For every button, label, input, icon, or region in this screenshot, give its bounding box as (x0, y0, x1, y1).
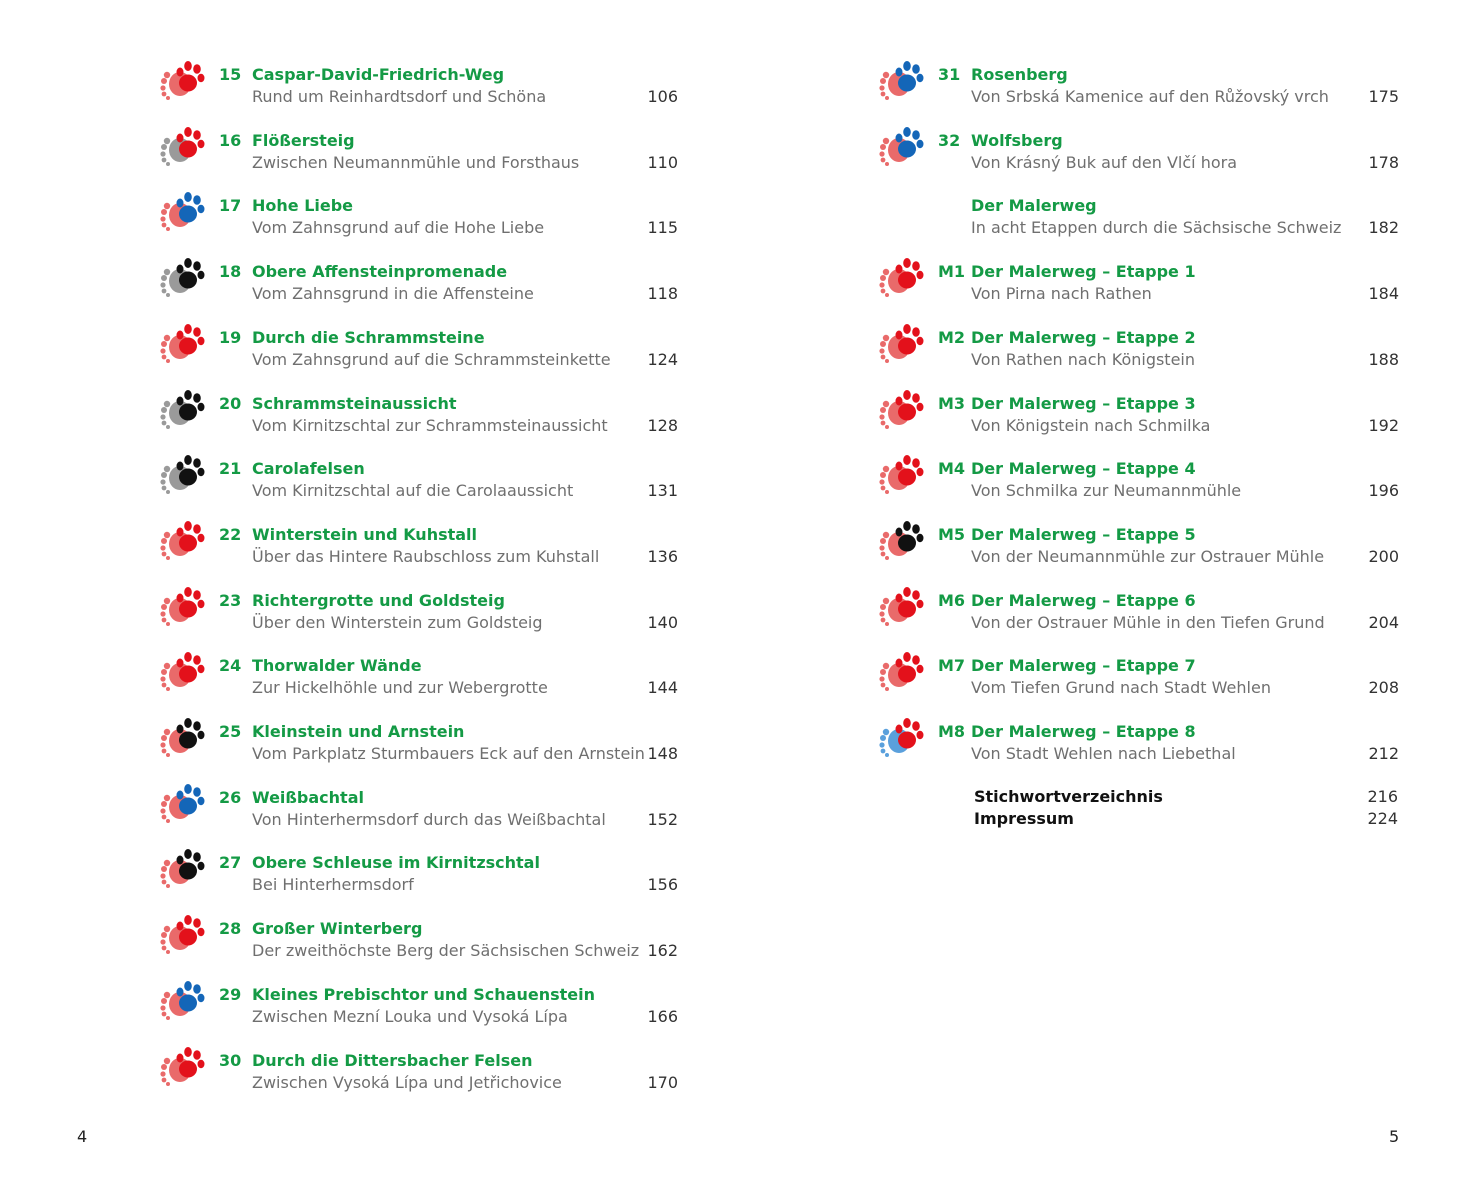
page-reference: 152 (647, 809, 678, 829)
paw-black-foot-gray-icon (158, 251, 214, 297)
route-title: Der Malerweg – Etappe 8 (971, 722, 1196, 741)
route-number: 19 (219, 327, 242, 347)
route-title: Kleines Prebischtor und Schauenstein (252, 984, 595, 1004)
page-reference: 115 (647, 218, 678, 238)
route-number: M6 (938, 590, 966, 610)
route-subtitle: Rund um Reinhardtsdorf und Schöna (252, 87, 547, 106)
route-title: Winterstein und Kuhstall (252, 524, 478, 544)
toc-entry[interactable] (158, 195, 698, 251)
route-subtitle: Zwischen Neumannmühle und Forsthaus (252, 152, 580, 172)
back-matter-entry[interactable] (974, 808, 1404, 830)
paw-blue-foot-red-icon (158, 185, 214, 231)
route-title: Der Malerweg – Etappe 4 (971, 459, 1196, 479)
route-number: 16 (219, 130, 242, 150)
paw-red-foot-red-icon (158, 317, 214, 363)
route-title: Kleinstein und Arnstein (252, 722, 465, 741)
paw-red-foot-red-icon (158, 54, 214, 100)
page-number-right: 5 (1389, 1127, 1400, 1146)
toc-entry[interactable] (877, 721, 1417, 777)
route-title: Carolafelsen (252, 459, 365, 479)
route-title: Der Malerweg – Etappe 2 (971, 327, 1196, 347)
route-subtitle: Vom Zahnsgrund in die Affensteine (252, 284, 534, 304)
page-reference: 162 (647, 941, 678, 961)
toc-entry[interactable] (158, 327, 698, 383)
route-number: 27 (219, 853, 242, 873)
toc-entry[interactable] (877, 393, 1417, 449)
paw-red-foot-red-icon (877, 448, 933, 494)
route-subtitle: Vom Zahnsgrund auf die Hohe Liebe (252, 218, 545, 238)
paw-red-foot-red-icon (877, 317, 933, 363)
route-subtitle: Über das Hintere Raubschloss zum Kuhstall (252, 546, 600, 566)
page-reference: 106 (647, 87, 678, 106)
toc-entry[interactable] (158, 984, 698, 1040)
page-reference: 224 (1367, 809, 1398, 828)
route-subtitle: Von Schmilka zur Neumannmühle (971, 481, 1242, 501)
paw-blue-foot-red-icon (158, 777, 214, 823)
toc-entry[interactable] (158, 1050, 698, 1106)
route-subtitle: Von Rathen nach Königstein (971, 349, 1196, 369)
route-title: Wolfsberg (971, 130, 1063, 150)
route-subtitle: Vom Kirnitzschtal auf die Carolaaussicht (252, 481, 574, 501)
page-reference: 148 (647, 744, 678, 763)
left-page (0, 0, 738, 1182)
route-subtitle: Von Srbská Kamenice auf den Růžovský vrch (971, 87, 1329, 106)
paw-red-foot-red-icon (158, 580, 214, 626)
route-title: Schrammsteinaussicht (252, 393, 457, 413)
toc-entry[interactable] (158, 918, 698, 974)
page-reference: 136 (647, 546, 678, 566)
toc-entry[interactable] (877, 327, 1417, 383)
route-subtitle: Zwischen Vysoká Lípa und Jetřichovice (252, 1072, 562, 1092)
route-title: Großer Winterberg (252, 919, 423, 939)
page-reference: 182 (1368, 218, 1399, 238)
route-number: 22 (219, 524, 242, 544)
route-subtitle: Bei Hinterhermsdorf (252, 875, 414, 895)
route-title: Der Malerweg – Etappe 7 (971, 656, 1196, 676)
toc-entry[interactable] (877, 130, 1417, 186)
route-title: Rosenberg (971, 65, 1068, 84)
route-subtitle: Von der Ostrauer Mühle in den Tiefen Grund (971, 612, 1325, 632)
page-reference: 200 (1368, 546, 1399, 566)
toc-entry[interactable] (877, 261, 1417, 317)
route-title: Weißbachtal (252, 787, 364, 807)
paw-black-foot-gray-icon (158, 383, 214, 429)
paw-red-foot-red-icon (158, 645, 214, 691)
paw-blue-foot-red-icon (158, 974, 214, 1020)
toc-entry[interactable] (158, 524, 698, 580)
route-number: 31 (938, 65, 961, 84)
toc-entry[interactable] (158, 721, 698, 777)
route-title: Der Malerweg (971, 196, 1097, 216)
paw-red-foot-gray-icon (158, 120, 214, 166)
route-subtitle: Von der Neumannmühle zur Ostrauer Mühle (971, 546, 1325, 566)
paw-red-foot-red-icon (158, 1040, 214, 1086)
page-reference: 156 (647, 875, 678, 895)
page-reference: 178 (1368, 152, 1399, 172)
page-reference: 118 (647, 284, 678, 304)
route-number: 20 (219, 393, 242, 413)
route-number: 32 (938, 130, 961, 150)
toc-entry[interactable] (877, 655, 1417, 711)
page-number-left: 4 (77, 1127, 88, 1146)
route-title: Obere Affensteinpromenade (252, 262, 508, 282)
page-reference: 188 (1368, 349, 1399, 369)
route-number: 23 (219, 590, 242, 610)
route-subtitle: Über den Winterstein zum Goldsteig (252, 612, 543, 632)
page-reference: 204 (1368, 612, 1399, 632)
route-number: M1 (938, 262, 966, 282)
route-title: Der Malerweg – Etappe 5 (971, 524, 1196, 544)
route-title: Thorwalder Wände (252, 656, 422, 676)
route-number: M4 (938, 459, 966, 479)
toc-entry[interactable] (158, 655, 698, 711)
page-reference: 184 (1368, 284, 1399, 304)
page-reference: 175 (1368, 87, 1399, 106)
toc-entry[interactable] (877, 590, 1417, 646)
paw-black-foot-red-icon (158, 711, 214, 757)
page-reference: 170 (647, 1072, 678, 1092)
route-title: Durch die Schrammsteine (252, 327, 485, 347)
toc-entry[interactable] (158, 64, 698, 120)
route-subtitle: Zur Hickelhöhle und zur Webergrotte (252, 678, 548, 698)
route-subtitle: Zwischen Mezní Louka und Vysoká Lípa (252, 1006, 568, 1026)
toc-entry[interactable] (877, 64, 1417, 120)
route-title: Hohe Liebe (252, 196, 354, 216)
page-reference: 196 (1368, 481, 1399, 501)
route-title: Richtergrotte und Goldsteig (252, 590, 505, 610)
page-reference: 124 (647, 349, 678, 369)
route-subtitle: Vom Tiefen Grund nach Stadt Wehlen (971, 678, 1271, 698)
paw-red-foot-red-icon (877, 251, 933, 297)
route-number: M5 (938, 524, 966, 544)
page-reference: 192 (1368, 415, 1399, 435)
page-reference: 212 (1368, 744, 1399, 763)
route-number: M2 (938, 327, 966, 347)
toc-entry[interactable] (158, 852, 698, 908)
route-number: 21 (219, 459, 242, 479)
route-subtitle: Von Pirna nach Rathen (971, 284, 1152, 304)
route-number: M8 (938, 722, 966, 741)
route-subtitle: Von Stadt Wehlen nach Liebethal (971, 744, 1236, 763)
route-title: Flößersteig (252, 130, 355, 150)
paw-black-foot-red-icon (877, 514, 933, 560)
route-title: Der Malerweg – Etappe 1 (971, 262, 1196, 282)
route-subtitle: Vom Kirnitzschtal zur Schrammsteinaussicht (252, 415, 608, 435)
route-subtitle: Von Krásný Buk auf den Vlčí hora (971, 152, 1238, 172)
route-subtitle: In acht Etappen durch die Sächsische Schweiz (971, 218, 1342, 238)
route-number: M7 (938, 656, 966, 676)
paw-red-foot-red-icon (877, 383, 933, 429)
paw-red-foot-lightblue-icon (877, 711, 933, 757)
toc-entry[interactable] (158, 787, 698, 843)
page-reference: 110 (647, 152, 678, 172)
route-subtitle: Von Hinterhermsdorf durch das Weißbachtal (252, 809, 606, 829)
route-subtitle: Vom Zahnsgrund auf die Schrammsteinkette (252, 349, 611, 369)
route-number: 29 (219, 984, 242, 1004)
paw-red-foot-red-icon (877, 580, 933, 626)
route-number: 25 (219, 722, 242, 741)
route-title: Der Malerweg – Etappe 3 (971, 393, 1196, 413)
route-title: Durch die Dittersbacher Felsen (252, 1050, 533, 1070)
paw-red-foot-red-icon (158, 514, 214, 560)
route-title: Caspar-David-Friedrich-Weg (252, 65, 505, 84)
route-number: 26 (219, 787, 242, 807)
toc-entry[interactable] (877, 195, 1417, 251)
toc-entry[interactable] (158, 590, 698, 646)
page-reference: 128 (647, 415, 678, 435)
page-reference: 144 (647, 678, 678, 698)
route-title: Der Malerweg – Etappe 6 (971, 590, 1196, 610)
paw-black-foot-gray-icon (158, 448, 214, 494)
toc-entry[interactable] (877, 458, 1417, 514)
right-page (738, 0, 1477, 1182)
back-matter-entry[interactable] (974, 786, 1404, 808)
page-reference: 166 (647, 1006, 678, 1026)
route-number: 30 (219, 1050, 242, 1070)
route-subtitle: Der zweithöchste Berg der Sächsischen Schweiz (252, 941, 640, 961)
toc-entry[interactable] (158, 261, 698, 317)
route-number: 24 (219, 656, 242, 676)
toc-entry[interactable] (158, 393, 698, 449)
paw-red-foot-red-icon (877, 645, 933, 691)
route-subtitle: Von Königstein nach Schmilka (971, 415, 1211, 435)
route-title: Obere Schleuse im Kirnitzschtal (252, 853, 540, 873)
page-reference: 208 (1368, 678, 1399, 698)
route-number: 18 (219, 262, 242, 282)
paw-blue-foot-red-icon (877, 120, 933, 166)
route-subtitle: Vom Parkplatz Sturmbauers Eck auf den Arnstein (252, 744, 645, 763)
toc-entry[interactable] (877, 524, 1417, 580)
route-number: 15 (219, 65, 242, 84)
paw-red-foot-red-icon (158, 908, 214, 954)
page-reference: 140 (647, 612, 678, 632)
route-number: M3 (938, 393, 966, 413)
paw-blue-foot-red-icon (877, 54, 933, 100)
page-reference: 216 (1367, 787, 1398, 806)
back-matter-title: Stichwortverzeichnis (974, 787, 1163, 806)
toc-entry[interactable] (158, 130, 698, 186)
paw-black-foot-red-icon (158, 842, 214, 888)
page-reference: 131 (647, 481, 678, 501)
route-number: 28 (219, 919, 242, 939)
toc-entry[interactable] (158, 458, 698, 514)
route-number: 17 (219, 196, 242, 216)
back-matter-title: Impressum (974, 809, 1074, 828)
